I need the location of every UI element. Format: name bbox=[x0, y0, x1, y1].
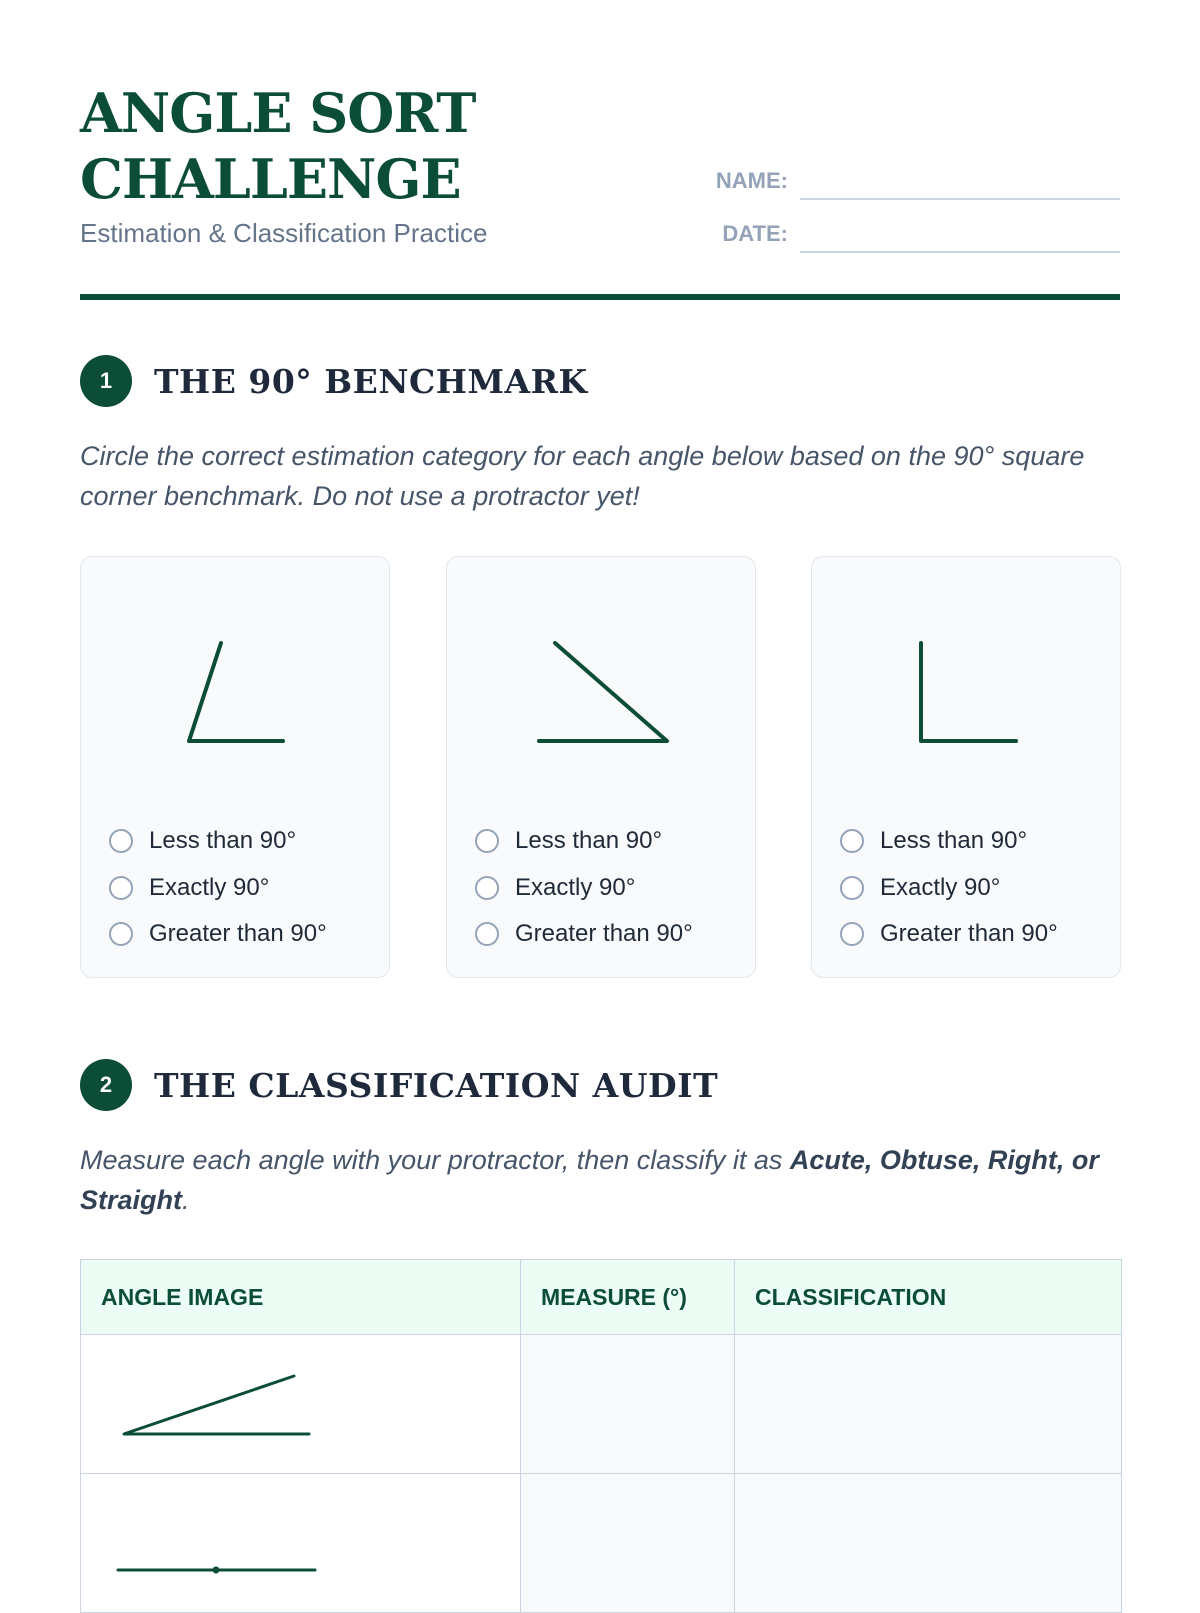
straight-angle-icon bbox=[81, 1474, 521, 1612]
right-angle-icon bbox=[812, 557, 1122, 817]
header-divider bbox=[80, 294, 1120, 300]
section-2-instruction bbox=[80, 1140, 1140, 1220]
measure-cell[interactable] bbox=[521, 1335, 735, 1474]
option-label: Greater than 90° bbox=[149, 920, 327, 947]
name-field[interactable] bbox=[800, 198, 1120, 200]
instruction-end: . bbox=[182, 1185, 190, 1215]
section-1-title: THE 90° BENCHMARK bbox=[154, 362, 588, 401]
classification-options-text: Acute, Obtuse, Right, or Straight bbox=[80, 1145, 1099, 1215]
option-greater-than-90[interactable] bbox=[109, 919, 327, 949]
classification-cell[interactable] bbox=[735, 1474, 1122, 1613]
angle-card-3 bbox=[811, 556, 1121, 978]
option-greater-than-90[interactable] bbox=[475, 919, 693, 949]
option-less-than-90[interactable] bbox=[475, 826, 662, 856]
section-2-title: THE CLASSIFICATION AUDIT bbox=[154, 1066, 719, 1105]
radio-button[interactable] bbox=[109, 876, 133, 900]
option-exactly-90[interactable] bbox=[475, 873, 635, 903]
option-less-than-90[interactable] bbox=[109, 826, 296, 856]
acute-angle-icon bbox=[81, 557, 391, 817]
section-1-instruction: Circle the correct estimation category for each angle below based on the 90° square corner benchmark. Do not use a protractor yet! bbox=[80, 441, 1085, 511]
table-row bbox=[81, 1335, 1122, 1474]
radio-button[interactable] bbox=[475, 829, 499, 853]
section-2-badge: 2 bbox=[80, 1059, 132, 1111]
measure-cell[interactable] bbox=[521, 1474, 735, 1613]
option-greater-than-90[interactable] bbox=[840, 919, 1058, 949]
radio-button[interactable] bbox=[840, 876, 864, 900]
table-row bbox=[81, 1474, 1122, 1613]
date-label: DATE: bbox=[722, 221, 788, 246]
angle-card-1 bbox=[80, 556, 390, 978]
page-title: ANGLE SORT CHALLENGE bbox=[80, 81, 476, 211]
instruction-text: Measure each angle with your protractor, then classify it as bbox=[80, 1145, 790, 1175]
column-header-classification: CLASSIFICATION bbox=[735, 1260, 1122, 1335]
angle-image-cell bbox=[81, 1335, 521, 1474]
option-label: Less than 90° bbox=[149, 827, 297, 854]
section-1-badge: 1 bbox=[80, 355, 132, 407]
name-label: NAME: bbox=[715, 168, 788, 193]
date-field[interactable] bbox=[800, 251, 1120, 253]
classification-table bbox=[80, 1259, 1122, 1613]
classification-cell[interactable] bbox=[735, 1335, 1122, 1474]
radio-button[interactable] bbox=[840, 922, 864, 946]
radio-button[interactable] bbox=[475, 922, 499, 946]
option-less-than-90[interactable] bbox=[840, 826, 1027, 856]
radio-button[interactable] bbox=[475, 876, 499, 900]
option-label: Exactly 90° bbox=[149, 874, 270, 901]
option-label: Exactly 90° bbox=[515, 874, 636, 901]
page-subtitle: Estimation & Classification Practice bbox=[80, 218, 488, 248]
option-exactly-90[interactable] bbox=[109, 873, 269, 903]
option-label: Greater than 90° bbox=[880, 920, 1058, 947]
angle-card-2 bbox=[446, 556, 756, 978]
radio-button[interactable] bbox=[109, 922, 133, 946]
option-label: Exactly 90° bbox=[880, 874, 1001, 901]
option-label: Less than 90° bbox=[515, 827, 663, 854]
radio-button[interactable] bbox=[109, 829, 133, 853]
column-header-angle-image: ANGLE IMAGE bbox=[81, 1260, 521, 1335]
acute-diagonal-angle-icon bbox=[447, 557, 757, 817]
angle-image-cell bbox=[81, 1474, 521, 1613]
acute-angle-icon bbox=[81, 1335, 521, 1473]
table-header-row bbox=[81, 1260, 1122, 1335]
option-exactly-90[interactable] bbox=[840, 873, 1000, 903]
option-label: Greater than 90° bbox=[515, 920, 693, 947]
column-header-measure: MEASURE (°) bbox=[521, 1260, 735, 1335]
option-label: Less than 90° bbox=[880, 827, 1028, 854]
radio-button[interactable] bbox=[840, 829, 864, 853]
